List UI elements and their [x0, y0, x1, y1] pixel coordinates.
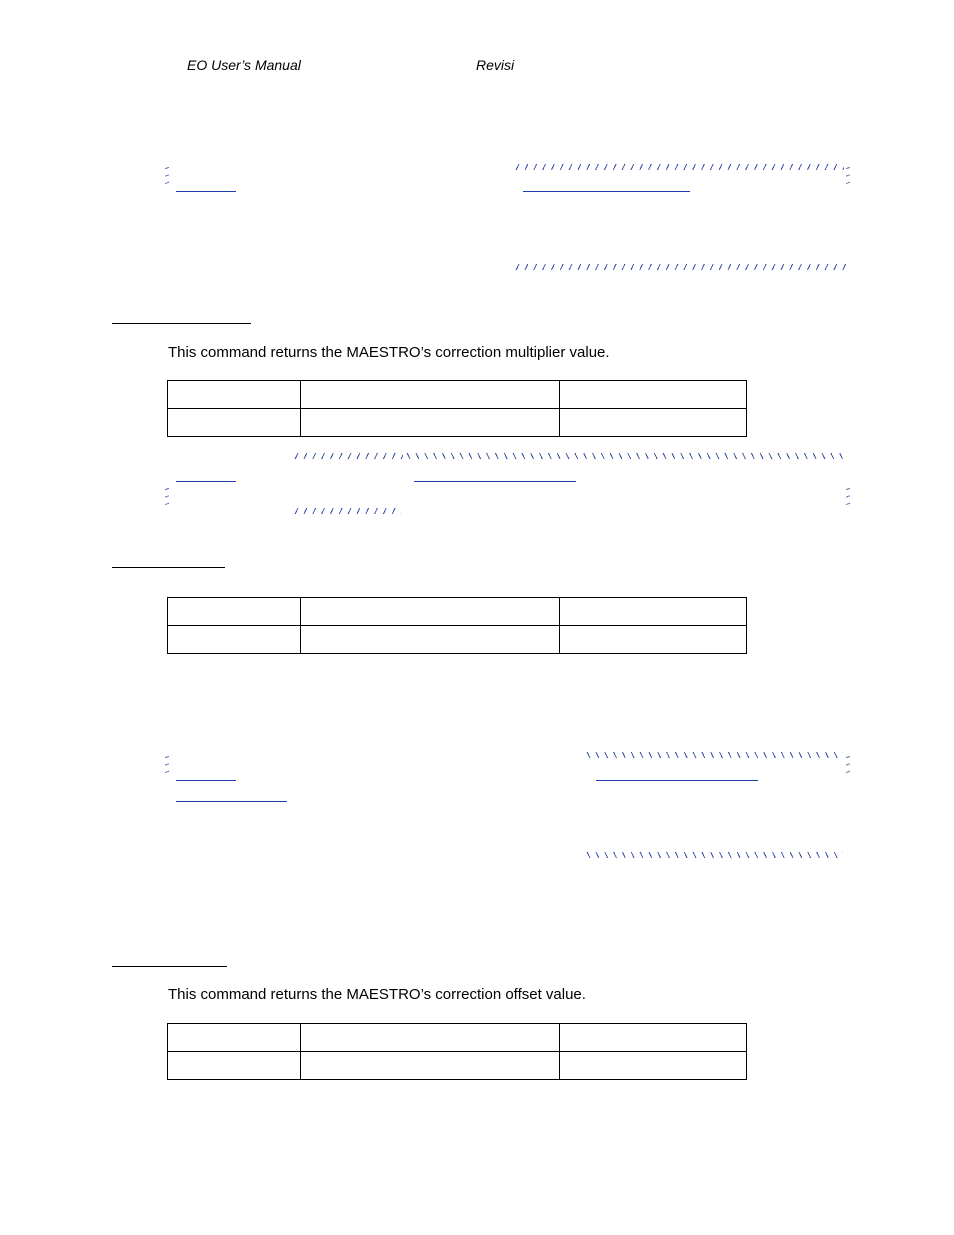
table-cell	[168, 409, 301, 437]
section-heading-rule-3	[112, 966, 227, 967]
table-cell	[560, 381, 747, 409]
table-row	[168, 409, 747, 437]
cross-reference-link-6[interactable]	[596, 780, 758, 781]
table-cell	[560, 626, 747, 654]
table-cell	[560, 1024, 747, 1052]
table-cell	[301, 1052, 560, 1080]
cross-reference-link-5[interactable]	[176, 780, 236, 781]
cross-reference-link-4[interactable]	[414, 481, 576, 482]
table-cell	[301, 409, 560, 437]
table-cell	[168, 381, 301, 409]
table-cell	[560, 598, 747, 626]
table-cell	[301, 1024, 560, 1052]
revision-mark-2a	[293, 453, 403, 459]
table-row	[168, 626, 747, 654]
cross-reference-link-1[interactable]	[176, 191, 236, 192]
table-cell	[168, 626, 301, 654]
change-bar-left-2	[165, 486, 169, 508]
table-cell	[560, 1052, 747, 1080]
table-cell	[301, 598, 560, 626]
change-bar-right-2	[846, 486, 850, 508]
table-cell	[560, 409, 747, 437]
command-table-3	[167, 1023, 747, 1080]
table-row	[168, 598, 747, 626]
section-heading-rule-1	[112, 323, 251, 324]
cross-reference-link-7[interactable]	[176, 801, 287, 802]
change-bar-left-3	[165, 754, 169, 776]
header-manual-title: EO User’s Manual	[187, 57, 301, 73]
revision-mark-2b	[405, 453, 843, 459]
command-table-2	[167, 597, 747, 654]
table-cell	[301, 626, 560, 654]
section-description-3: This command returns the MAESTRO’s correction offset value.	[168, 986, 586, 1003]
table-cell	[168, 1024, 301, 1052]
table-cell	[168, 1052, 301, 1080]
table-cell	[301, 381, 560, 409]
revision-mark-1a	[514, 164, 844, 170]
revision-mark-3b	[585, 852, 843, 858]
revision-mark-3a	[585, 752, 843, 758]
cross-reference-link-3[interactable]	[176, 481, 236, 482]
cross-reference-link-2[interactable]	[523, 191, 690, 192]
change-bar-right-1	[846, 165, 850, 187]
section-heading-rule-2	[112, 567, 225, 568]
table-row	[168, 1024, 747, 1052]
revision-mark-1b	[514, 264, 847, 270]
table-row	[168, 1052, 747, 1080]
section-description-1: This command returns the MAESTRO’s correction multiplier value.	[168, 344, 610, 361]
header-revision: Revisi	[476, 57, 515, 73]
command-table-1	[167, 380, 747, 437]
change-bar-right-3	[846, 754, 850, 776]
table-row	[168, 381, 747, 409]
revision-mark-2c	[293, 508, 401, 514]
table-cell	[168, 598, 301, 626]
change-bar-left-1	[165, 165, 169, 187]
